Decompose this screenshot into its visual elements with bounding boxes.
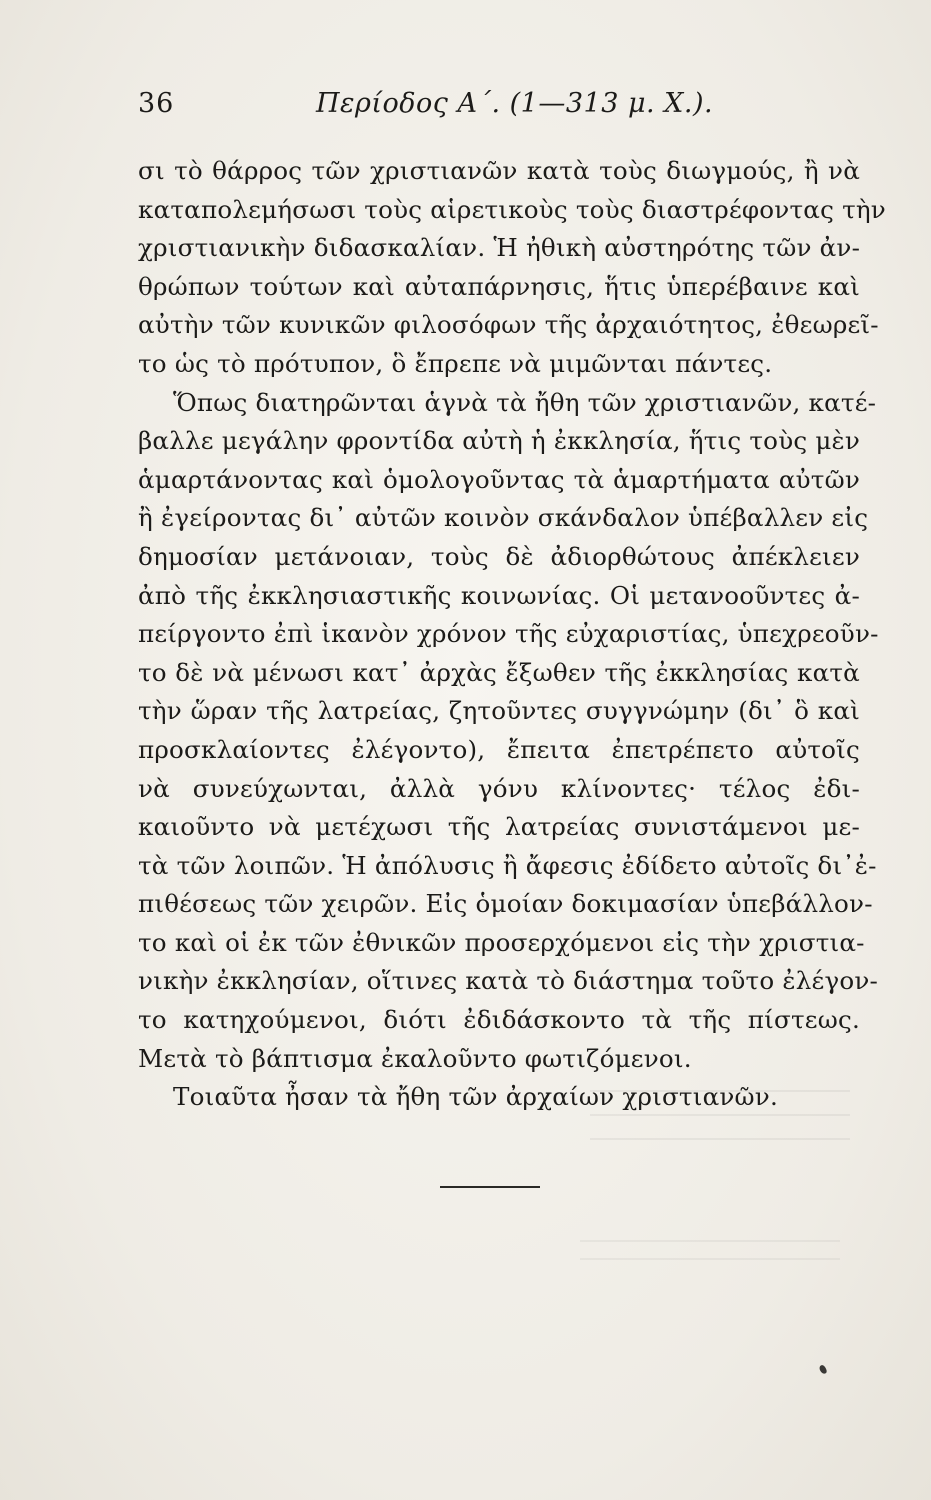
text-line: Ὅπως διατηρῶνται ἁγνὰ τὰ ἤθη τῶν χριστιανῶν, κατέ-: [173, 387, 877, 417]
text-line: τὴν ὥραν τῆς λατρείας, ζητοῦντες συγγνώμην (δι᾽ ὃ καὶ: [138, 696, 860, 726]
text-line: καιοῦντο νὰ μετέχωσι τῆς λατρείας συνιστάμενοι με-: [138, 812, 860, 842]
text-line: ἁμαρτάνοντας καὶ ὁμολογοῦντας τὰ ἁμαρτήματα αὐτῶν: [138, 464, 860, 494]
show-through-texture: [580, 1240, 840, 1270]
text-line: νικὴν ἐκκλησίαν, οἵτινες κατὰ τὸ διάστημα τοῦτο ἐλέγον-: [138, 966, 879, 996]
text-line: τὰ τῶν λοιπῶν. Ἡ ἀπόλυσις ἢ ἄφεσις ἐδίδετο αὐτοῖς δι᾽ἐ-: [138, 850, 877, 880]
running-head: [138, 88, 858, 128]
text-line: το κατηχούμενοι, διότι ἐδιδάσκοντο τὰ τῆς πίστεως.: [138, 1005, 860, 1035]
text-line: δημοσίαν μετάνοιαν, τοὺς δὲ ἀδιορθώτους ἀπέκλειεν: [138, 541, 860, 571]
text-line: Μετὰ τὸ βάπτισμα ἐκαλοῦντο φωτιζόμενοι.: [138, 1043, 692, 1073]
text-line: το δὲ νὰ μένωσι κατ᾽ ἀρχὰς ἔξωθεν τῆς ἐκκλησίας κατὰ: [138, 657, 860, 687]
section-end-rule: [440, 1186, 540, 1188]
text-line: πείργοντο ἐπὶ ἱκανὸν χρόνον τῆς εὐχαριστίας, ὑπεχρεοῦν-: [138, 619, 879, 649]
text-line: προσκλαίοντες ἐλέγοντο), ἔπειτα ἐπετρέπετο αὐτοῖς: [138, 734, 860, 764]
text-line: το καὶ οἱ ἐκ τῶν ἐθνικῶν προσερχόμενοι εἰς τὴν χριστια-: [138, 927, 865, 957]
text-line: Τοιαῦτα ἦσαν τὰ ἤθη τῶν ἀρχαίων χριστιανῶν.: [173, 1082, 778, 1112]
text-line: το ὡς τὸ πρότυπον, ὃ ἔπρεπε νὰ μιμῶνται πάντες.: [138, 348, 773, 378]
page-number: 36: [138, 88, 175, 119]
text-line: ἢ ἐγείροντας δι᾽ αὐτῶν κοινὸν σκάνδαλον ὑπέβαλλεν εἰς: [138, 503, 869, 533]
text-line: ἀπὸ τῆς ἐκκλησιαστικῆς κοινωνίας. Οἱ μετανοοῦντες ἀ-: [138, 580, 860, 610]
text-line: πιθέσεως τῶν χειρῶν. Εἰς ὁμοίαν δοκιμασίαν ὑπεβάλλον-: [138, 889, 873, 919]
text-line: νὰ συνεύχωνται, ἀλλὰ γόνυ κλίνοντες· τέλος ἐδι-: [138, 773, 860, 803]
text-line: χριστιανικὴν διδασκαλίαν. Ἡ ἠθικὴ αὐστηρότης τῶν ἀν-: [138, 233, 861, 263]
show-through-texture: [590, 1090, 850, 1150]
running-head-title: Περίοδος Α΄. (1—313 μ. Χ.).: [316, 88, 714, 119]
ink-speck: [818, 1364, 827, 1375]
text-line: αὐτὴν τῶν κυνικῶν φιλοσόφων τῆς ἀρχαιότητος, ἐθεωρεῖ-: [138, 310, 879, 340]
body-text: [138, 152, 886, 1117]
text-line: σι τὸ θάρρος τῶν χριστιανῶν κατὰ τοὺς διωγμούς, ἢ νὰ: [138, 156, 860, 185]
text-line: θρώπων τούτων καὶ αὐταπάρνησις, ἥτις ὑπερέβαινε καὶ: [138, 271, 860, 301]
text-line: βαλλε μεγάλην φροντίδα αὐτὴ ἡ ἐκκλησία, ἥτις τοὺς μὲν: [138, 426, 861, 456]
text-line: καταπολεμήσωσι τοὺς αἱρετικοὺς τοὺς διαστρέφοντας τὴν: [138, 194, 886, 224]
